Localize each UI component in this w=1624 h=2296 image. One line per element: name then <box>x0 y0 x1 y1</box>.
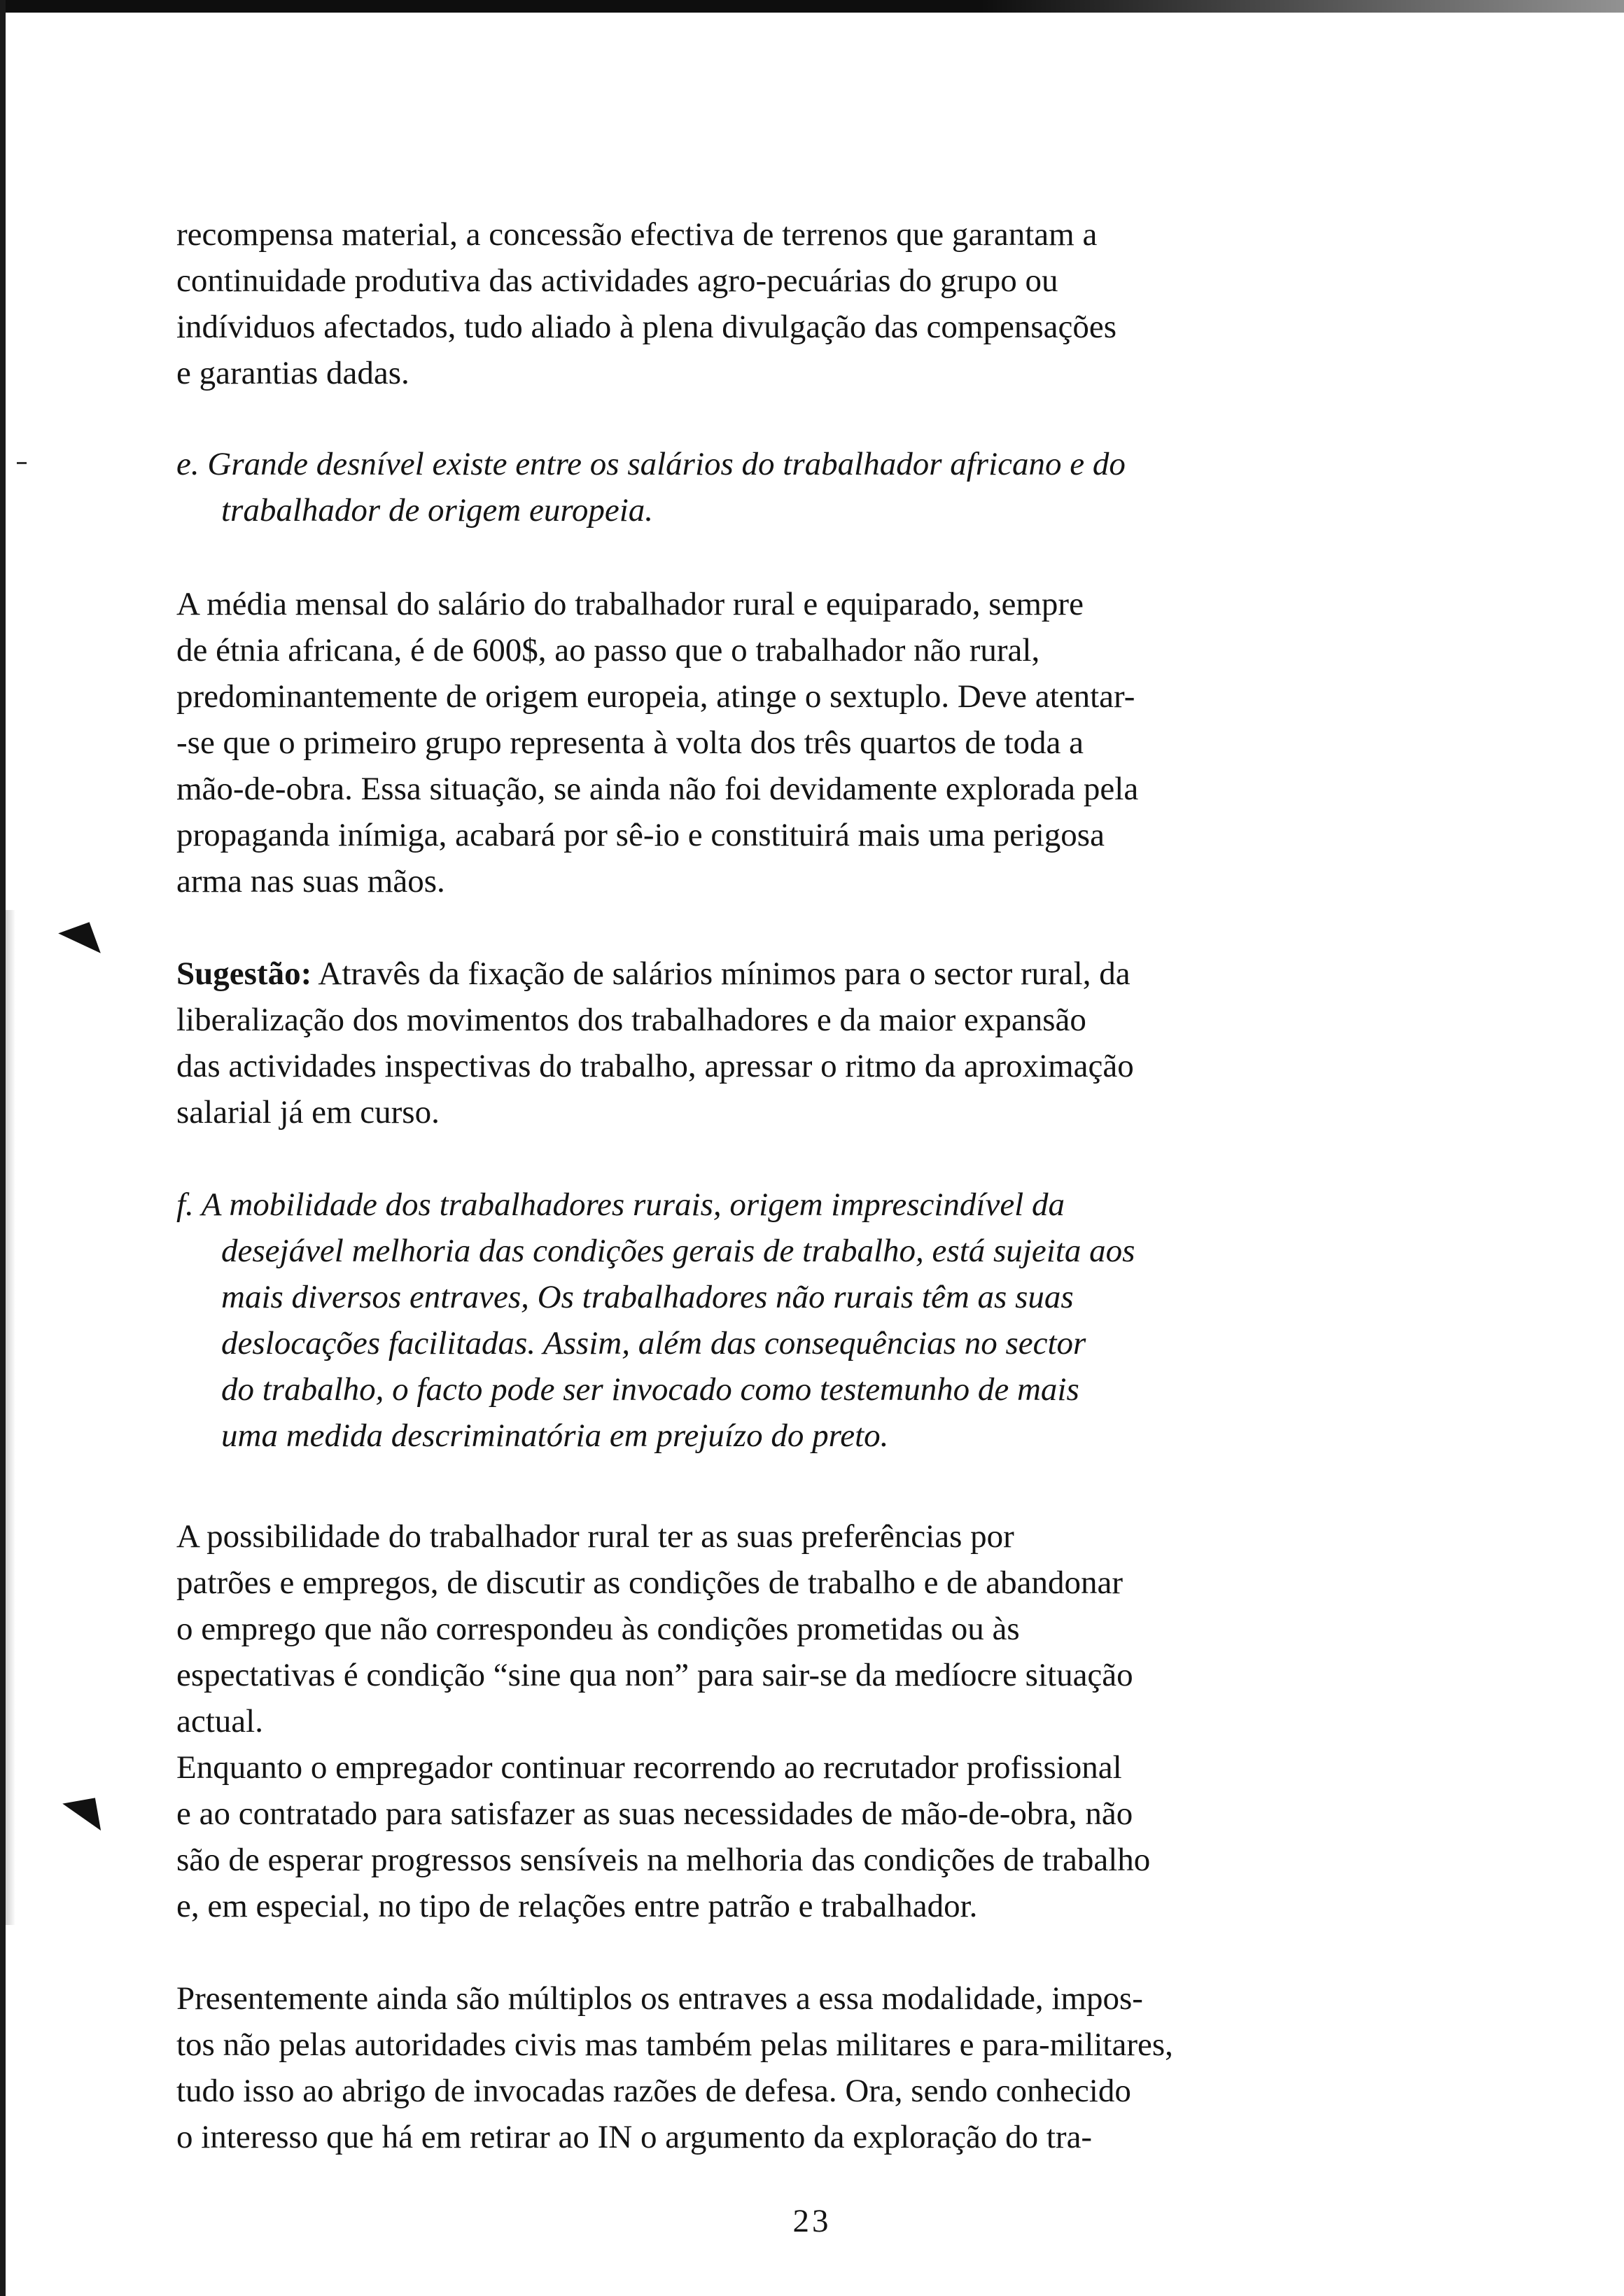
text-line: patrões e empregos, de discutir as condições de trabalho e de abandonar <box>176 1564 1124 1601</box>
suggestion-first-line <box>176 951 1352 997</box>
text-line: Atravês da fixação de salários mínimos para o sector rural, da <box>312 955 1130 992</box>
scan-left-shadow <box>6 910 15 1925</box>
text-line: são de esperar progressos sensíveis na melhoria das condições de trabalho <box>176 1842 1151 1878</box>
scan-top-edge-fade <box>980 0 1624 13</box>
text-line: tudo isso ao abrigo de invocadas razões de defesa. Ora, sendo conhecido <box>176 2073 1131 2109</box>
text-line: o emprego que não correspondeu às condições prometidas ou às <box>176 1611 1020 1647</box>
text-line: trabalhador de origem europeia. <box>221 492 654 528</box>
scan-left-edge <box>0 0 6 2296</box>
item-f-first-line <box>176 1182 1352 1228</box>
page-number: 23 <box>792 2203 832 2239</box>
text-line: espectativas é condição “sine qua non” para sair-se da medíocre situação <box>176 1657 1133 1693</box>
text-line: deslocações facilitadas. Assim, além das consequências no sector <box>221 1325 1086 1362</box>
text-line: liberalização dos movimentos dos trabalhadores e da maior expansão <box>176 1002 1086 1038</box>
text-line: das actividades inspectivas do trabalho, apressar o ritmo da aproximação <box>176 1048 1134 1084</box>
paragraph-worker-preferences <box>176 1513 1352 1744</box>
text-line: mão-de-obra. Essa situação, se ainda não foi devidamente explorada pela <box>176 771 1139 807</box>
text-line: uma medida descriminatória em prejuízo do preto. <box>221 1418 889 1454</box>
suggestion-label: Sugestão: <box>176 955 312 992</box>
text-line: desejável melhoria das condições gerais de trabalho, está sujeita aos <box>221 1233 1135 1269</box>
text-line: arma nas suas mãos. <box>176 863 445 899</box>
text-line: indíviduos afectados, tudo aliado à plena divulgação das compensações <box>176 309 1116 345</box>
text-line: propaganda inímiga, acabará por sê-io e constituirá mais uma perigosa <box>176 817 1105 853</box>
text-line: de étnia africana, é de 600$, ao passo que o trabalhador não rural, <box>176 632 1040 668</box>
text-line: A possibilidade do trabalhador rural ter as suas preferências por <box>176 1518 1014 1555</box>
text-line: do trabalho, o facto pode ser invocado como testemunho de mais <box>221 1371 1079 1408</box>
item-e-marker: e. <box>176 446 200 482</box>
text-line: actual. <box>176 1703 263 1740</box>
text-line: Presentemente ainda são múltiplos os entraves a essa modalidade, impos- <box>176 1980 1143 2017</box>
text-line: salarial já em curso. <box>176 1094 440 1130</box>
paragraph-compensation <box>176 211 1352 396</box>
item-e-first-line <box>176 441 1352 487</box>
text-line: Grande desnível existe entre os salários do trabalhador africano e do <box>207 446 1126 482</box>
binding-clip-mark-lower: ◥ <box>59 1785 102 1842</box>
item-f-mobility <box>176 1182 1352 1459</box>
margin-tick-mark <box>17 462 27 464</box>
text-line: A mobilidade dos trabalhadores rurais, origem imprescindível da <box>201 1186 1065 1223</box>
text-line: tos não pelas autoridades civis mas também pelas militares e para-militares, <box>176 2026 1173 2063</box>
paragraph-recruiter <box>176 1744 1352 1929</box>
text-line: e, em especial, no tipo de relações entre patrão e trabalhador. <box>176 1888 978 1924</box>
text-line: o interesso que há em retirar ao IN o argumento da exploração do tra- <box>176 2119 1093 2155</box>
paragraph-average-wage <box>176 581 1352 904</box>
text-line: recompensa material, a concessão efectiva de terrenos que garantam a <box>176 216 1098 253</box>
text-line: continuidade produtiva das actividades agro-pecuárias do grupo ou <box>176 262 1058 299</box>
text-line: mais diversos entraves, Os trabalhadores não rurais têm as suas <box>221 1279 1074 1315</box>
suggestion-block <box>176 951 1352 1135</box>
binding-clip-mark-upper: ◥ <box>53 910 103 969</box>
text-line: -se que o primeiro grupo representa à volta dos três quartos de toda a <box>176 724 1084 761</box>
text-line: A média mensal do salário do trabalhador rural e equiparado, sempre <box>176 586 1084 622</box>
text-line: e ao contratado para satisfazer as suas necessidades de mão-de-obra, não <box>176 1795 1133 1832</box>
text-line: Enquanto o empregador continuar recorrendo ao recrutador profissional <box>176 1749 1122 1786</box>
item-f-marker: f. <box>176 1186 194 1223</box>
text-line: e garantias dadas. <box>176 355 410 391</box>
item-e-wage-gap <box>176 441 1352 533</box>
text-line: predominantemente de origem europeia, atinge o sextuplo. Deve atentar- <box>176 678 1135 715</box>
paragraph-obstacles <box>176 1975 1352 2160</box>
